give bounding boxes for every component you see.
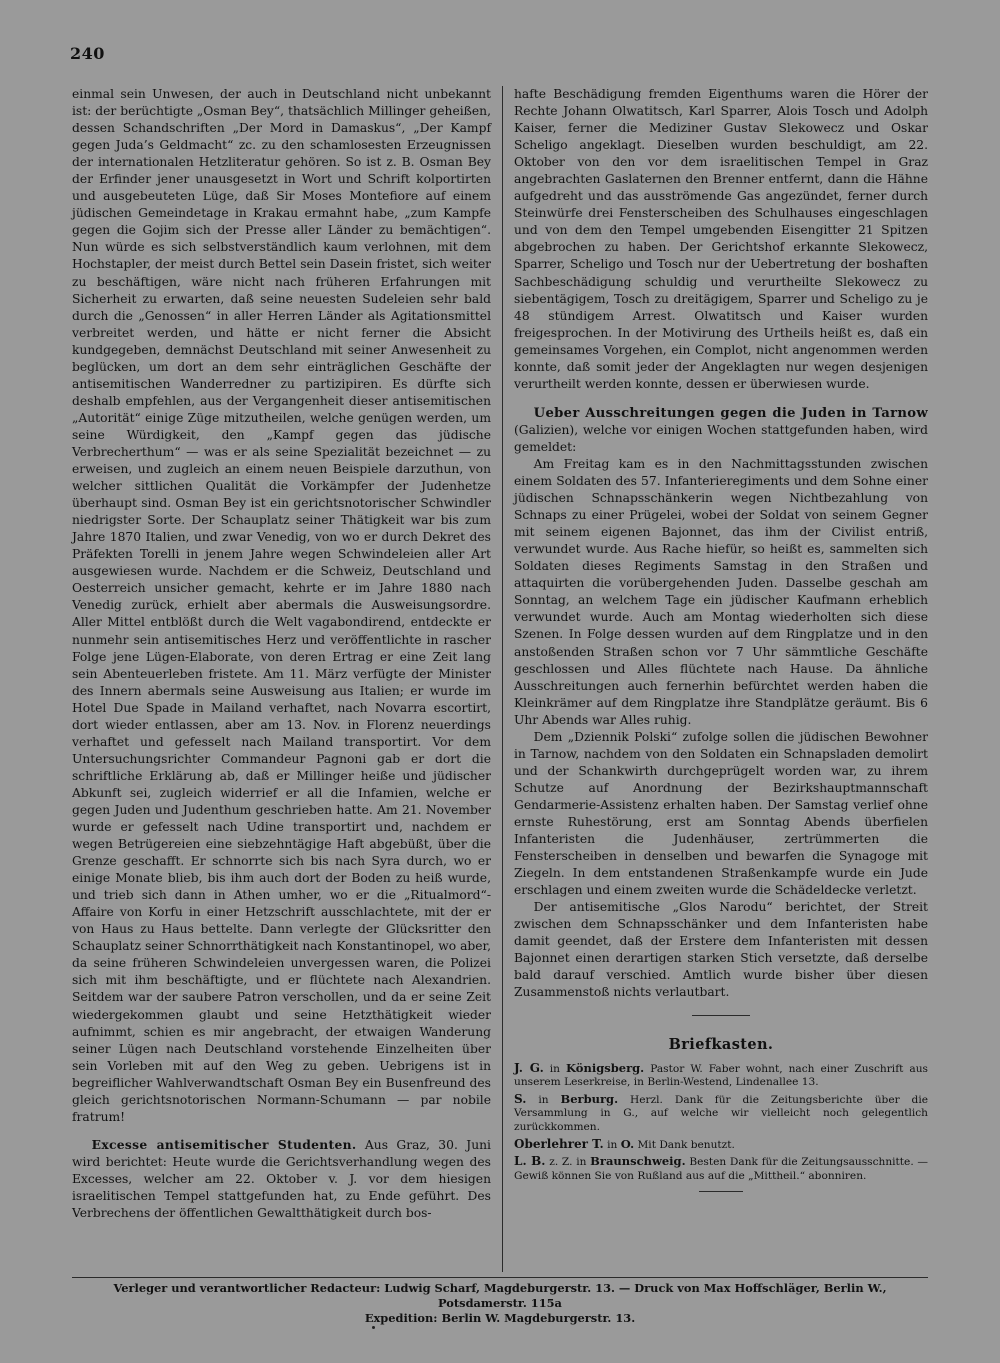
letter-4-prefix: z. Z. in	[549, 1156, 587, 1169]
letter-2-place: Berburg.	[560, 1091, 619, 1106]
imprint-footer	[72, 1281, 928, 1326]
letter-1-place: Königsberg.	[566, 1060, 645, 1075]
page-number: 240	[70, 44, 105, 63]
letter-3	[514, 1138, 928, 1153]
footer-rule	[72, 1277, 928, 1278]
section-rule	[692, 1015, 750, 1016]
excesse-continuation: hafte Beschädigung fremden Eigenthums waren die Hörer der Rechte Johann Olwatitsch, Karl Sparrer, Alois Tosch und Adolph Kaiser, ferner die Mediziner Gustav Slekowecz und Oskar Scheligo angeklagt. Dieselben wurden beschuldigt, am 22. Oktober von den vor dem israelitischen Tempel in Graz angebrachten Gaslaternen den Brenner entfernt, dann die Hähne aufgedreht und das ausströmende Gas angezündet, ferner durch Steinwürfe drei Fensterscheiben des Schulhauses eingeschlagen und von dem den Tempel umgebenden Eisengitter 21 Spitzen abgebrochen zu haben. Der Gerichtshof erkannte Slekowecz, Sparrer, Scheligo und Tosch nur der Uebertretung der boshaften Sachbeschädigung schuldig und verurtheilte Slekowecz zu siebentägigem, Tosch zu dreitägigem, Sparrer und Scheligo zu je 48 stündigem Arrest. Olwatitsch und Kaiser wurden freigesprochen. In der Motivirung des Urtheils heißt es, daß ein gemeinsames Vorgehen, ein Complot, nicht angenommen werden konnte, daß somit jeder der Angeklagten nur wegen desjenigen verurtheilt werden konnte, dessen er überwiesen wurde.	[514, 87, 928, 391]
letter-1	[514, 1062, 928, 1090]
imprint-line-1: Verleger und verantwortlicher Redacteur: Ludwig Scharf, Magdeburgerstr. 13. — Druck von Max Hoffschläger, Berlin W., Potsdamerstr. 115a	[113, 1281, 887, 1310]
column-divider	[502, 86, 503, 1272]
letter-3-text: Mit Dank benutzt.	[637, 1138, 735, 1151]
letter-4-text: Besten Dank für die Zeitungsausschnitte. — Gewiß können Sie von Rußland aus auf die „Mittheil.“ abonniren.	[514, 1156, 929, 1182]
print-speck	[372, 1326, 375, 1329]
letter-1-text: Pastor W. Faber wohnt, nach einer Zuschrift aus unserem Leserkreise, in Berlin-Westend, Lindenallee 13.	[514, 1062, 928, 1089]
right-column	[514, 86, 928, 1192]
tarnow-paragraph-3: Der antisemitische „Glos Narodu“ berichtet, der Streit zwischen dem Schnapsschänker und dem Infanteristen habe damit geendet, daß der Erstere dem Infanteristen mit dessen Bajonnet einen derartigen starken Stich versetzte, daß derselbe bald darauf verschied. Amtlich wurde bisher über diesen Zusammenstoß nichts verlautbart.	[514, 900, 928, 1000]
tarnow-paragraph-2: Dem „Dziennik Polski“ zufolge sollen die jüdischen Bewohner in Tarnow, nachdem von den Soldaten ein Schnapsladen demolirt und der Schankwirth durchgeprügelt worden war, zu ihrem Schutze auf Anordnung der Bezirkshauptmannschaft Gendarmerie-Assistenz erhalten haben. Der Samstag verlief ohne ernste Ruhestörung, erst am Sonntag Abends überfielen Infanteristen die Judenhäuser, zertrümmerten die Fensterscheiben in denselben und bewarfen die Synagoge mit Ziegeln. In dem entstandenen Straßenkampfe wurde ein Jude erschlagen und einem zweiten wurde die Schädeldecke verletzt.	[514, 729, 928, 898]
tarnow-intro: (Galizien), welche vor einigen Wochen stattgefunden haben, wird gemeldet:	[514, 422, 928, 454]
left-column	[72, 86, 491, 1222]
tarnow-paragraph-1: Am Freitag kam es in den Nachmittagsstunden zwischen einem Soldaten des 57. Infanterieregiments und dem Sohne einer jüdischen Schnapsschänkerin wegen Nichtbezahlung von Schnaps zu einer Prügelei, wobei der Soldat von seinem Gegner mit seinem eigenen Bajonnet, das ihm der Civilist entriß, verwundet wurde. Aus Rache hiefür, so heißt es, sammelten sich Soldaten dieses Regiments Samstag in den Straßen und attaquirten die vorübergehenden Juden. Dasselbe geschah am Sonntag, an welchem Tage ein jüdischer Kaufmann erheblich verwundet wurde. Auch am Montag wiederholten sich diese Szenen. In Folge dessen wurden auf dem Ringplatze und in den anstoßenden Straßen schon vor 7 Uhr sämmtliche Geschäfte geschlossen und Alles flüchtete nach Hause. Da ähnliche Ausschreitungen auch fernerhin befürchtet werden haben die Kleinkrämer auf dem Ringplatze ihre Standplätze geräumt. Bis 6 Uhr Abends war Alles ruhig.	[514, 456, 928, 727]
end-rule	[699, 1191, 743, 1192]
briefkasten-title: Briefkasten.	[668, 1036, 774, 1054]
excesse-body: Aus Graz, 30. Juni wird berichtet: Heute wurde die Gerichtsverhandlung wegen des Excesses, welcher am 22. Oktober v. J. vor dem hiesigen israelitischen Tempel stattgefunden hat, zu Ende geführt. Des Verbrechens der öffentlichen Gewaltthätigkeit durch bos-	[72, 1137, 491, 1221]
letter-4-addressee: L. B.	[514, 1154, 546, 1169]
letter-1-addressee: J. G.	[514, 1060, 544, 1075]
letter-3-place: O.	[620, 1136, 635, 1151]
letter-2-addressee: S.	[514, 1091, 527, 1106]
excesse-paragraph	[72, 1136, 491, 1222]
letter-2	[514, 1093, 928, 1135]
letter-3-prefix: in	[607, 1138, 618, 1151]
letter-4-place: Braunschweig.	[590, 1154, 686, 1169]
letter-4	[514, 1155, 928, 1183]
imprint-line-2: Expedition: Berlin W. Magdeburgerstr. 13.	[364, 1311, 636, 1325]
osman-bey-paragraph: einmal sein Unwesen, der auch in Deutschland nicht unbekannt ist: der berüchtigte „Osman Bey“, thatsächlich Millinger geheißen, dessen Schandschriften „Der Mord in Damaskus“, „Der Kampf gegen Juda’s Geldmacht“ zc. zu den schamlosesten Erzeugnissen der internationalen Hetzliteratur gehören. So ist z. B. Osman Bey der Erfinder jener unausgesetzt in Wort und Schrift kolportirten und ausgebeuteten Lüge, daß Sir Moses Montefiore auf einem jüdischen Gemeindetage in Krakau ermahnt habe, „zum Kampfe gegen die Gojim sich der Presse aller Länder zu bemächtigen“. Nun würde es sich selbstverständlich kaum verlohnen, mit dem Hochstapler, der meist durch Bettel sein Dasein fristet, sich weiter zu beschäftigen, wäre nicht nach früheren Erfahrungen mit Sicherheit zu erwarten, daß seine neuesten Sudeleien sehr bald durch die „Genossen“ in aller Herren Länder als Agitationsmittel verbreitet werden, und hätte er nicht ferner die Absicht kundgegeben, demnächst Deutschland mit seiner Anwesenheit zu beglücken, um dort an dem sehr einträglichen Geschäfte der antisemitischen Wanderredner zu partizipiren. Es dürfte sich deshalb empfehlen, aus der Vergangenheit dieser antisemitischen „Autorität“ einige Züge mitzutheilen, welche genügen werden, um seine Würdigkeit, den „Kampf gegen das jüdische Verbrecherthum“ — was er als seine Spezialität bezeichnet — zu erweisen, und zugleich an einem neuen Beispiele darzuthun, von welcher sittlichen Qualität die Vorkämpfer der Judenhetze überhaupt sind. Osman Bey ist ein gerichtsnotorischer Schwindler niedrigster Sorte. Der Schauplatz seiner Thätigkeit war bis zum Jahre 1870 Italien, und zwar Venedig, von wo er durch Dekret des Präfekten Torelli in jenem Jahre wegen Schwindeleien aller Art ausgewiesen wurde. Nachdem er die Schweiz, Deutschland und Oesterreich unsicher gemacht, kehrte er im Jahre 1880 nach Venedig zurück, erhielt aber abermals die Ausweisungsordre. Aller Mittel entblößt durch die Welt vagabondirend, entdeckte er nunmehr sein antisemitisches Herz und veröffentlichte in rascher Folge jene Lügen-Elaborate, von deren Ertrag er eine Zeit lang sein Abenteuerleben fristete. Am 11. März verfügte der Minister des Innern abermals seine Ausweisung aus Italien; er wurde im Hotel Due Spade in Mailand verhaftet, nach Novarra escortirt, dort wieder entlassen, aber am 13. Nov. in Florenz neuerdings verhaftet und gefesselt nach Mailand transportirt. Vor dem Untersuchungsrichter Commandeur Pagnoni gab er dort die schriftliche Erklärung ab, daß er Millinger heiße und jüdischer Abkunft sei, zugleich widerrief er all die Infamien, welche er gegen Juden und Judenthum geschrieben hatte. Am 21. November wurde er gefesselt nach Udine transportirt und, nachdem er wegen Betrügereien eine siebzehntägige Haft abgebüßt, über die Grenze geschafft. Er schnorrte sich bis nach Syra durch, wo er einige Monate blieb, bis ihm auch dort der Boden zu heiß wurde, und trieb sich dann in Athen umher, wo er die „Ritualmord“-Affaire von Korfu in einer Hetzschrift ausschlachtete, mit der er von Haus zu Haus bettelte. Dann verlegte der Glücksritter den Schauplatz seiner Schnorrthätigkeit nach Konstantinopel, wo aber, da seine früheren Schwindeleien unvergessen waren, die Polizei sich mit ihm beschäftigte, und er flüchtete nach Alexandrien. Seitdem war der saubere Patron verschollen, und da er seine Zeit wiedergekommen glaubt und seine Hetzthätigkeit wieder aufnimmt, schien es mir angebracht, der etwaigen Wanderung seiner Lügen nach Deutschland vorstehende Einzelheiten über sein Vorleben mit auf den Weg zu geben. Uebrigens ist in begreiflicher Wahlverwandtschaft Osman Bey ein Busenfreund des gleich gerichtsnotorischen Normann-Schumann — par nobile fratrum!	[72, 87, 491, 1124]
letter-2-text: Herzl. Dank für die Zeitungsberichte über die Versammlung in G., auf welche wir vielleicht noch gelegentlich zurückkommen.	[514, 1093, 928, 1133]
letter-3-addressee: Oberlehrer T.	[514, 1136, 604, 1151]
tarnow-lead	[514, 405, 928, 456]
letter-1-prefix: in	[549, 1062, 561, 1075]
tarnow-heading: Ueber Ausschreitungen gegen die Juden in Tarnow	[533, 405, 928, 421]
excesse-heading: Excesse antisemitischer Studenten.	[91, 1136, 357, 1152]
letter-2-prefix: in	[538, 1093, 549, 1106]
